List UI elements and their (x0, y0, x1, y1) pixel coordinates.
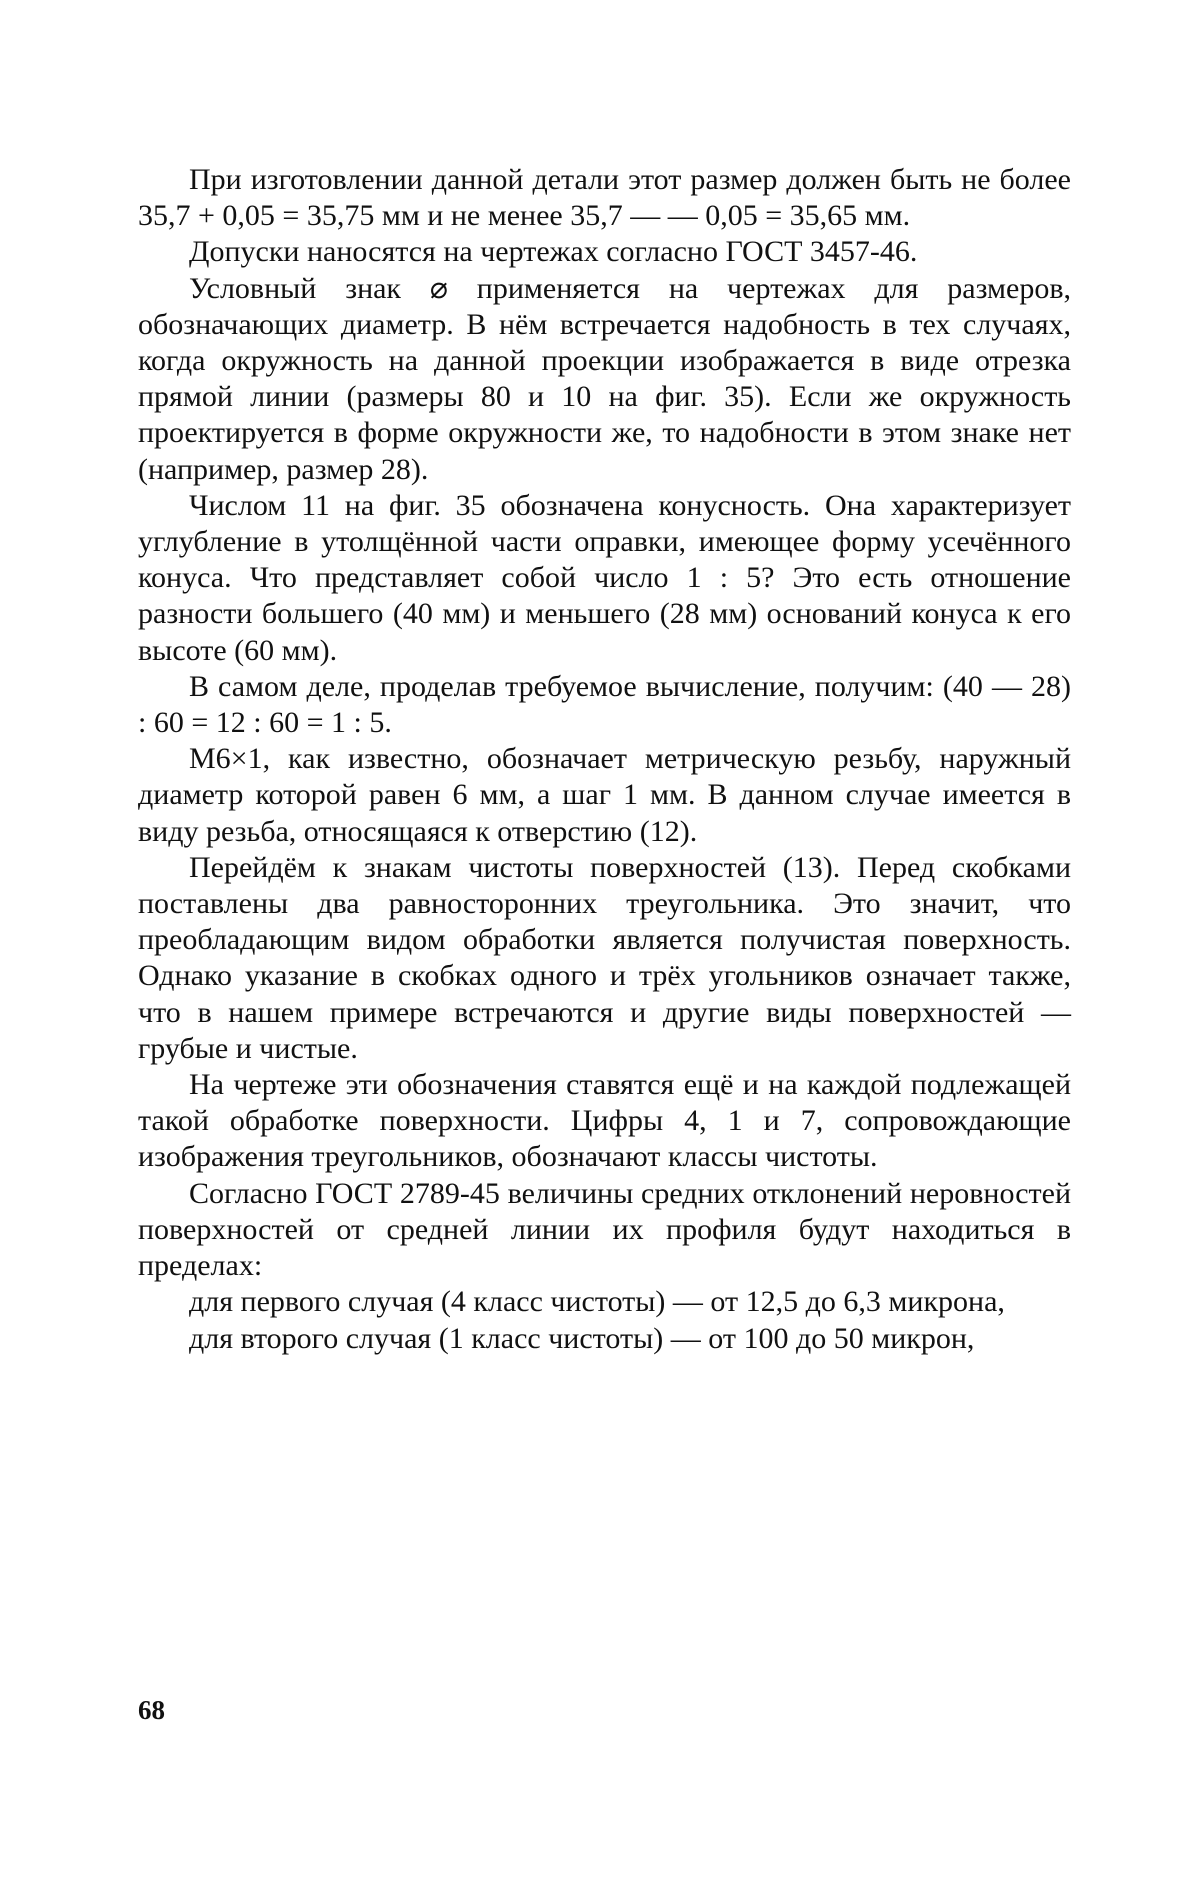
body-text (138, 162, 1071, 1357)
paragraph-diameter-symbol: Условный знак ⌀ применяется на чертежах для размеров, обозначающих диаметр. В нём встречается надобность в тех случаях, когда окружность на данной проекции изображается в виде отрезка прямой линии (размеры 80 и 10 на фиг. 35). Если же окружность проектируется в форме окружности же, то надобности в этом знаке нет (например, размер 28). (138, 271, 1071, 488)
paragraph-surface-finish: Перейдём к знакам чистоты поверхностей (13). Перед скобками поставлены два равносторонних треугольника. Это значит, что преобладающим видом обработки является получистая поверхность. Однако указание в скобках одного и трёх угольников означает также, что в нашем примере встречаются и другие виды поверхностей — грубые и чистые. (138, 850, 1071, 1067)
paragraph-gost-roughness: Согласно ГОСТ 2789-45 величины средних отклонений неровностей поверхностей от средней линии их профиля будут находиться в пределах: (138, 1176, 1071, 1285)
page-number: 68 (138, 1695, 165, 1726)
paragraph-first-case: для первого случая (4 класс чистоты) — от 12,5 до 6,3 микрона, (138, 1284, 1071, 1320)
book-page (0, 0, 1200, 1880)
paragraph-tolerance-limits: При изготовлении данной детали этот размер должен быть не более 35,7 + 0,05 = 35,75 мм и не менее 35,7 — — 0,05 = 35,65 мм. (138, 162, 1071, 234)
paragraph-taper-calculation: В самом деле, проделав требуемое вычисление, получим: (40 — 28) : 60 = 12 : 60 = 1 : 5. (138, 669, 1071, 741)
paragraph-second-case: для второго случая (1 класс чистоты) — от 100 до 50 микрон, (138, 1321, 1071, 1357)
paragraph-gost-tolerances: Допуски наносятся на чертежах согласно ГОСТ 3457-46. (138, 234, 1071, 270)
paragraph-taper: Числом 11 на фиг. 35 обозначена конусность. Она характеризует углубление в утолщённой части оправки, имеющее форму усечённого конуса. Что представляет собой число 1 : 5? Это есть отношение разности большего (40 мм) и меньшего (28 мм) оснований конуса к его высоте (60 мм). (138, 488, 1071, 669)
paragraph-finish-designations: На чертеже эти обозначения ставятся ещё и на каждой подлежащей такой обработке поверхности. Цифры 4, 1 и 7, сопровождающие изображения треугольников, обозначают классы чистоты. (138, 1067, 1071, 1176)
paragraph-metric-thread: М6×1, как известно, обозначает метрическую резьбу, наружный диаметр которой равен 6 мм, а шаг 1 мм. В данном случае имеется в виду резьба, относящаяся к отверстию (12). (138, 741, 1071, 850)
